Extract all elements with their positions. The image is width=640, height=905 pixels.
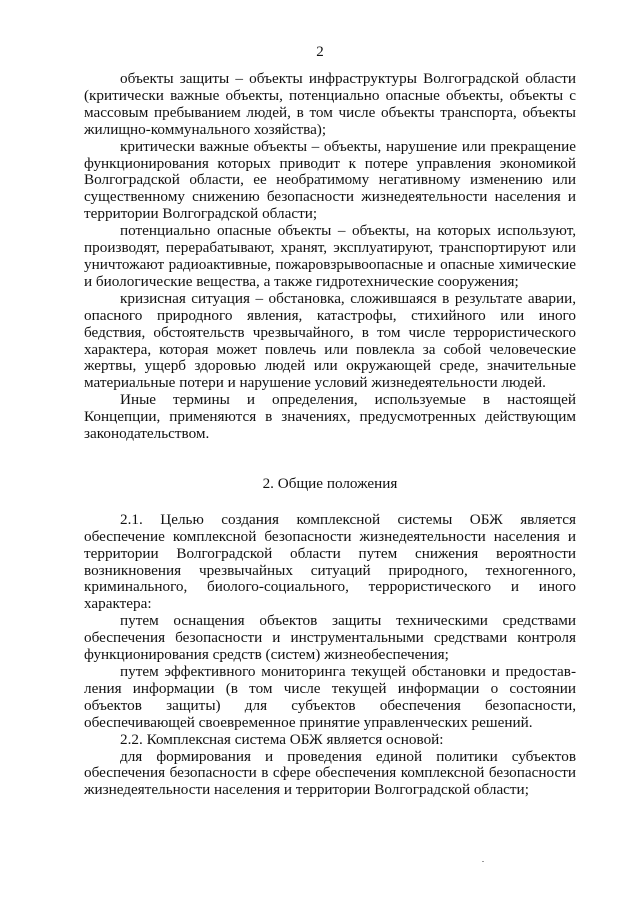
paragraph-2-1: 2.1. Целью создания комплексной системы ОБЖ является обеспечение комплексной безопасности жизнедеятельности населения и территории Волгоградской области путем снижения вероятности возникновения чрезвычайных ситуаций природного, техногенного, криминального, биолого-социального, террористического и иного характера: bbox=[84, 510, 576, 613]
paragraph-equipping: путем оснащения объектов защиты техническими средствами обеспечения безопасности и инструментальными средствами контроля функционирования средств (систем) жизнеобеспечения; bbox=[84, 612, 576, 664]
section-heading: 2. Общие положения bbox=[262, 474, 398, 492]
paragraph-monitoring: путем эффективного мониторинга текущей обстановки и предоставления информации (в том числе текущей информации о состоянии объектов защиты) для субъектов обеспечения безопасности, обеспечивающей своевременное принятие управленческих решений. bbox=[84, 663, 576, 731]
spacer bbox=[84, 443, 576, 476]
paragraph-2-2: 2.2. Комплексная система ОБЖ является основой: bbox=[120, 730, 444, 748]
paragraph-unified-policy: для формирования и проведения единой политики субъектов обеспечения безопасности в сфере обеспечения комплексной безопасности жизнедеятельности населения и территории Волгоградской области; bbox=[84, 747, 576, 799]
spacer bbox=[84, 493, 576, 512]
page-number: 2 bbox=[316, 44, 324, 60]
document-body bbox=[84, 71, 576, 799]
definition-protected-objects: объекты защиты – объекты инфраструктуры Волгоградской области (критически важные объекты, потенциально опасные объекты, объекты с массовым пребыванием людей, в том числе объекты транспорта, объекты жилищно-коммунального хозяйства); bbox=[84, 70, 576, 138]
definition-critical-objects: критически важные объекты – объекты, нарушение или прекращение функционирования которых приводит к потере управления экономикой Волгоградской области, ее необратимому негативному изменению или существенному снижению безопасности жизнедеятельности населения и территории Волгоградской области; bbox=[84, 137, 576, 223]
scan-speck bbox=[482, 861, 484, 862]
definition-hazardous-objects: потенциально опасные объекты – объекты, на которых используют, производят, перерабатывают, хранят, эксплуатируют, транспортируют или уничтожают радиоактивные, пожаровзрывоопасные и опасные химические и биологические вещества, а также гидротехнические сооружения; bbox=[84, 222, 576, 290]
definition-other-terms: Иные термины и определения, используемые в настоящей Концепции, применяются в значениях, предусмотренных действующим законодательством. bbox=[84, 391, 576, 443]
definition-crisis-situation: кризисная ситуация – обстановка, сложившаяся в результате аварии, опасного природного явления, катастрофы, стихийного или иного бедствия, обстоятельств чрезвычайного, в том числе террористического характера, которая может повлечь или повлекла за собой человеческие жертвы, ущерб здоровью людей или окружающей среде, значительные материальные потери и нарушение условий жизнедеятельности людей. bbox=[84, 289, 576, 392]
